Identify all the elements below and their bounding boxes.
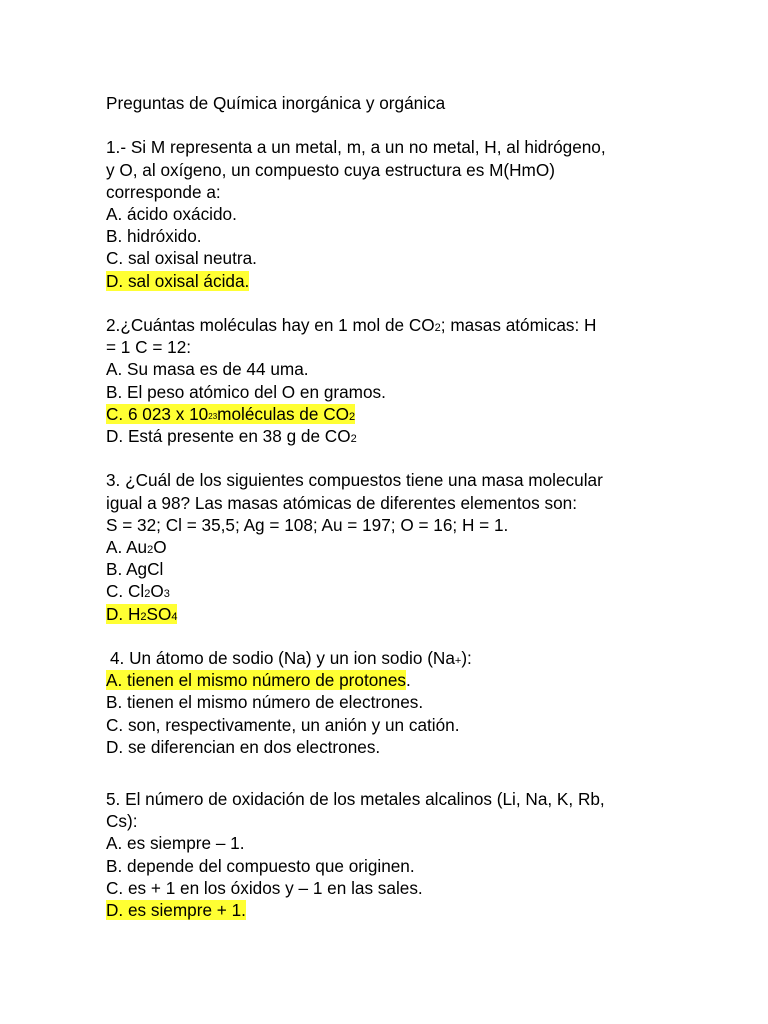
question-4-stem-subscript: + (454, 655, 462, 668)
question-2-stem-text-b: ; masas atómicas: H (440, 315, 597, 335)
question-3-option-a-text-b: O (153, 537, 167, 558)
question-2-option-c-text-b: moléculas de CO (217, 403, 349, 424)
question-3-stem-line-1: 3. ¿Cuál de los siguientes compuestos tiene una masa molecular (106, 470, 603, 491)
question-1-option-a: A. ácido oxácido. (106, 204, 237, 224)
question-3-option-d-subscript-2: 4 (171, 610, 178, 623)
question-2-option-b: B. El peso atómico del O en gramos. (106, 381, 386, 402)
question-1-stem-line-3: corresponde a: (106, 181, 221, 202)
question-2-option-c-subscript: 2 (348, 410, 356, 423)
answer-highlight (106, 404, 355, 424)
question-1 (106, 136, 666, 291)
question-1-option-b: B. hidróxido. (106, 226, 202, 247)
document-title: Preguntas de Química inorgánica y orgánica (106, 93, 446, 113)
question-2-option-d-text: D. Está presente en 38 g de CO (106, 426, 351, 447)
question-3-option-c-text-b: O (150, 581, 164, 602)
question-5-option-c: C. es + 1 en los óxidos y – 1 en las sales. (106, 877, 423, 898)
question-2-option-c (106, 403, 666, 425)
question-4-option-b: B. tienen el mismo número de electrones. (106, 692, 424, 713)
question-3-option-c-subscript-1: 2 (144, 588, 151, 601)
question-4-stem (106, 647, 666, 669)
question-3-option-b: B. AgCl (106, 559, 164, 580)
question-2-option-a: A. Su masa es de 44 uma. (106, 359, 309, 380)
question-5-stem-line-1: 5. El número de oxidación de los metales alcalinos (Li, Na, K, Rb, (106, 789, 605, 810)
question-2-stem-line-2: = 1 C = 12: (106, 337, 192, 358)
question-2-option-c-text-a: C. 6 023 x 10 (106, 403, 209, 424)
question-3-option-d-text-a: D. H (106, 603, 141, 624)
question-5-option-b: B. depende del compuesto que originen. (106, 855, 415, 876)
question-3-option-d-text-b: SO (146, 603, 172, 624)
question-4-option-a (106, 669, 666, 691)
question-4-option-d: D. se diferencian en dos electrones. (106, 736, 381, 757)
question-3-option-d-subscript-1: 2 (140, 610, 147, 623)
document-page (106, 92, 666, 921)
question-5 (106, 788, 666, 921)
question-4-stem-text-a: 4. Un átomo de sodio (Na) y un ion sodio (Na (110, 648, 455, 669)
question-4-option-a-tail: . (405, 670, 411, 691)
question-2-option-d (106, 425, 666, 447)
question-3 (106, 469, 666, 624)
question-2-option-c-exponent: 23 (208, 411, 218, 421)
question-3-option-a-text-a: A. Au (106, 537, 148, 558)
question-4 (106, 647, 666, 758)
question-1-stem-line-2: y O, al oxígeno, un compuesto cuya estructura es M(HmO) (106, 159, 555, 180)
question-4-option-c: C. son, respectivamente, un anión y un catión. (106, 714, 460, 735)
question-2-stem-line-1 (106, 314, 666, 336)
question-2-stem-subscript: 2 (434, 322, 441, 334)
answer-highlight: D. sal oxisal ácida. (106, 270, 250, 291)
question-1-option-d (106, 270, 666, 292)
question-1-option-c: C. sal oxisal neutra. (106, 248, 257, 269)
question-3-option-a-subscript: 2 (147, 544, 154, 557)
question-5-stem-line-2: Cs): (106, 811, 138, 832)
question-2-option-d-subscript: 2 (350, 433, 357, 446)
question-3-option-a (106, 536, 666, 558)
question-1-stem-line-1: 1.- Si M representa a un metal, m, a un no metal, H, al hidrógeno, (106, 137, 606, 158)
question-2 (106, 314, 666, 447)
answer-highlight: A. tienen el mismo número de protones (106, 670, 406, 691)
question-4-stem-text-b: ): (461, 648, 472, 669)
question-5-option-a: A. es siempre – 1. (106, 833, 245, 854)
question-3-stem-line-3: S = 32; Cl = 35,5; Ag = 108; Au = 197; O = 16; H = 1. (106, 514, 509, 535)
question-3-option-c-text-a: C. Cl (106, 581, 145, 602)
answer-highlight: D. es siempre + 1. (106, 900, 246, 921)
question-3-option-d (106, 603, 666, 625)
question-2-stem-text-a: 2.¿Cuántas moléculas hay en 1 mol de CO (106, 315, 435, 335)
question-3-option-c (106, 580, 666, 602)
question-3-option-c-subscript-2: 3 (163, 588, 170, 601)
answer-highlight (106, 604, 177, 624)
question-3-stem-line-2: igual a 98? Las masas atómicas de diferentes elementos son: (106, 492, 578, 513)
question-5-option-d (106, 899, 666, 921)
